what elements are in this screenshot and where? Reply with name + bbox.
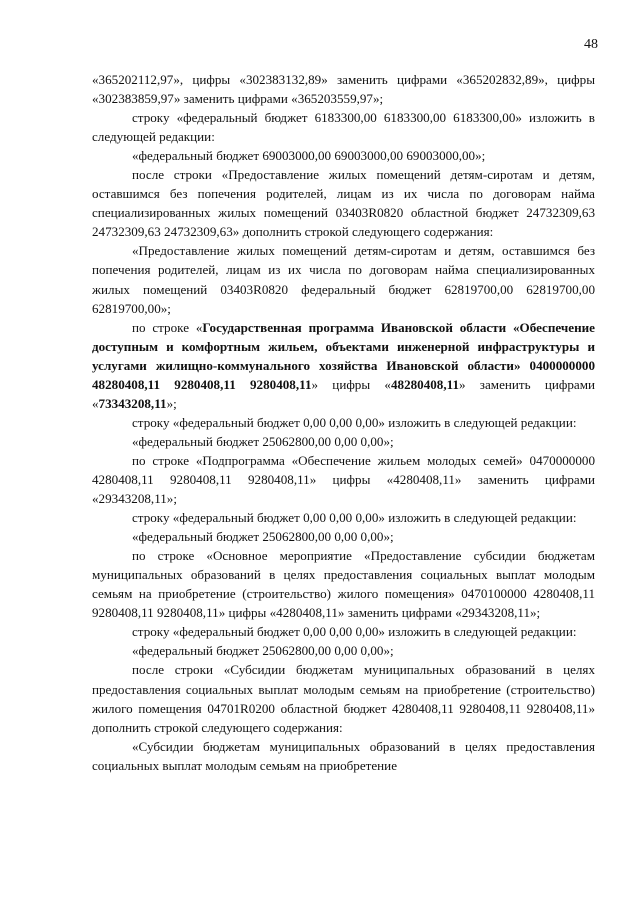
page-number: 48	[584, 37, 598, 52]
text-run: по строке «	[132, 319, 203, 335]
text-run: » заменить цифрами «	[92, 376, 596, 411]
text-run: «365202112,97», цифры «302383132,89» заменить цифрами «365202832,89», цифры «302383859,97» заменить цифрами «365203559,97»;	[92, 72, 595, 107]
text-run: после строки «Предоставление жилых помещений детям-сиротам и детям, оставшимся без попечения родителей, лицам из их числа по договорам найма специализированных жилых помещений 03403R0820 областной бюджет 24732309,63 24732309,63 24732309,63» дополнить строкой следующего содержания:	[92, 167, 595, 240]
text-run: строку «федеральный бюджет 0,00 0,00 0,00» изложить в следующей редакции:	[132, 414, 577, 430]
text-run: по строке «Подпрограмма «Обеспечение жильем молодых семей» 0470000000 4280408,11 9280408,11 9280408,11» цифры «4280408,11» заменить цифрами «29343208,11»;	[92, 452, 595, 507]
text-run: по строке «Основное мероприятие «Предоставление субсидии бюджетам муниципальных образований в целях предоставления социальных выплат молодым семьям на приобретение (строительство) жилого помещения» 0470100000 4280408,11 9280408,11 9280408,11» цифры «4280408,11» заменить цифрами «29343208,11»;	[92, 548, 595, 621]
bold-text: 48280408,11	[390, 376, 459, 392]
paragraph	[92, 622, 595, 641]
bold-text: 73343208,11	[98, 395, 167, 411]
text-run: после строки «Субсидии бюджетам муниципальных образований в целях предоставления социальных выплат молодым семьям на приобретение (строительство) жилого помещения 04701R0200 областной бюджет 4280408,11 9280408,11 9280408,11» дополнить строкой следующего содержания:	[92, 662, 595, 735]
paragraph	[92, 165, 595, 241]
paragraph	[92, 432, 595, 451]
text-run: «федеральный бюджет 25062800,00 0,00 0,00»;	[132, 529, 394, 545]
paragraph	[92, 527, 595, 546]
paragraph	[92, 413, 595, 432]
text-run: строку «федеральный бюджет 0,00 0,00 0,00» изложить в следующей редакции:	[132, 624, 577, 640]
paragraph	[92, 508, 595, 527]
text-run: «Субсидии бюджетам муниципальных образований в целях предоставления социальных выплат молодым семьям на приобретение	[92, 738, 595, 773]
paragraph	[92, 146, 595, 165]
paragraph	[92, 70, 595, 108]
bold-text: Государственная программа Ивановской области «Обеспечение доступным и комфортным жильем, объектами инженерной инфраструктуры и услугами жилищно-коммунального хозяйства Ивановской области» 0400000000 48280408,11 9280408,11 9280408,11	[92, 319, 595, 392]
paragraph	[92, 318, 595, 413]
text-run: «федеральный бюджет 25062800,00 0,00 0,00»;	[132, 433, 394, 449]
text-run: «Предоставление жилых помещений детям-сиротам и детям, оставшимся без попечения родителей, лицам из их числа по договорам найма специализированных жилых помещений 03403R0820 федеральный бюджет 62819700,00 62819700,00 62819700,00»;	[92, 243, 595, 316]
paragraph	[92, 641, 595, 660]
paragraph	[92, 451, 595, 508]
document-body	[92, 70, 595, 775]
paragraph	[92, 737, 595, 775]
paragraph	[92, 660, 595, 736]
text-run: » цифры «	[311, 376, 391, 392]
text-run: «федеральный бюджет 69003000,00 69003000,00 69003000,00»;	[132, 148, 486, 164]
paragraph	[92, 241, 595, 317]
text-run: строку «федеральный бюджет 6183300,00 6183300,00 6183300,00» изложить в следующей редакции:	[92, 110, 595, 145]
text-run: »;	[166, 395, 177, 411]
text-run: «федеральный бюджет 25062800,00 0,00 0,00»;	[132, 643, 394, 659]
paragraph	[92, 546, 595, 622]
text-run: строку «федеральный бюджет 0,00 0,00 0,00» изложить в следующей редакции:	[132, 510, 577, 526]
paragraph	[92, 108, 595, 146]
